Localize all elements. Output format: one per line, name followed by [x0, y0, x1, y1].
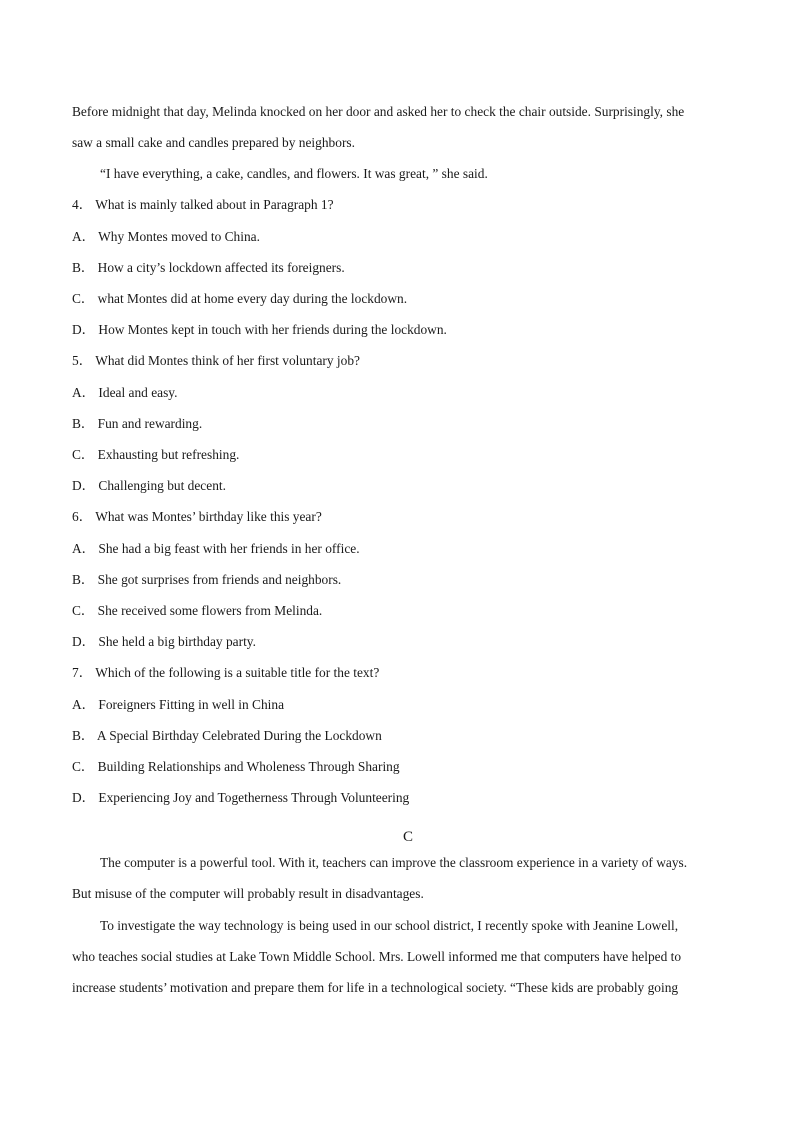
question-7-option-d: D． Experiencing Joy and Togetherness Through Volunteering	[72, 790, 410, 805]
question-5-option-a: A． Ideal and easy.	[72, 385, 178, 400]
passage-c-paragraph-line: To investigate the way technology is being used in our school district, I recently spoke with Jeanine Lowell,	[100, 918, 679, 933]
question-5-option-b: B． Fun and rewarding.	[72, 416, 203, 431]
question-7-option-c: C． Building Relationships and Wholeness Through Sharing	[72, 759, 400, 774]
question-6-option-c: C． She received some flowers from Melinda.	[72, 603, 323, 618]
question-6-option-d: D． She held a big birthday party.	[72, 634, 256, 649]
question-5-stem: 5． What did Montes think of her first voluntary job?	[72, 353, 360, 368]
question-4-stem: 4． What is mainly talked about in Paragraph 1?	[72, 197, 334, 212]
question-6-stem: 6． What was Montes’ birthday like this year?	[72, 509, 322, 524]
passage-c-paragraph-line: increase students’ motivation and prepare them for life in a technological society. “These kids are probably going	[72, 980, 679, 995]
question-4-option-d: D． How Montes kept in touch with her friends during the lockdown.	[72, 322, 447, 337]
passage-b-paragraph-line: saw a small cake and candles prepared by neighbors.	[72, 135, 355, 150]
question-7-option-a: A． Foreigners Fitting in well in China	[72, 697, 285, 712]
question-7-stem: 7． Which of the following is a suitable title for the text?	[72, 665, 380, 680]
passage-b-quote-paragraph: “I have everything, a cake, candles, and flowers. It was great, ” she said.	[100, 166, 488, 181]
question-5-option-c: C． Exhausting but refreshing.	[72, 447, 240, 462]
question-4-option-b: B． How a city’s lockdown affected its foreigners.	[72, 260, 345, 275]
passage-c-paragraph-line: The computer is a powerful tool. With it, teachers can improve the classroom experience in a variety of ways.	[100, 855, 688, 870]
passage-c-paragraph-line: who teaches social studies at Lake Town Middle School. Mrs. Lowell informed me that computers have helped to	[72, 949, 682, 964]
question-6-option-b: B． She got surprises from friends and neighbors.	[72, 572, 342, 587]
question-7-option-b: B． A Special Birthday Celebrated During the Lockdown	[72, 728, 382, 743]
passage-c-paragraph-line: But misuse of the computer will probably result in disadvantages.	[72, 886, 424, 901]
question-5-option-d: D． Challenging but decent.	[72, 478, 226, 493]
question-4-option-c: C． what Montes did at home every day during the lockdown.	[72, 291, 408, 306]
passage-b-paragraph-line: Before midnight that day, Melinda knocked on her door and asked her to check the chair outside. Surprisingly, she	[72, 104, 685, 119]
passage-c-heading: C	[402, 829, 413, 845]
question-4-option-a: A． Why Montes moved to China.	[72, 229, 260, 244]
question-6-option-a: A． She had a big feast with her friends in her office.	[72, 541, 360, 556]
